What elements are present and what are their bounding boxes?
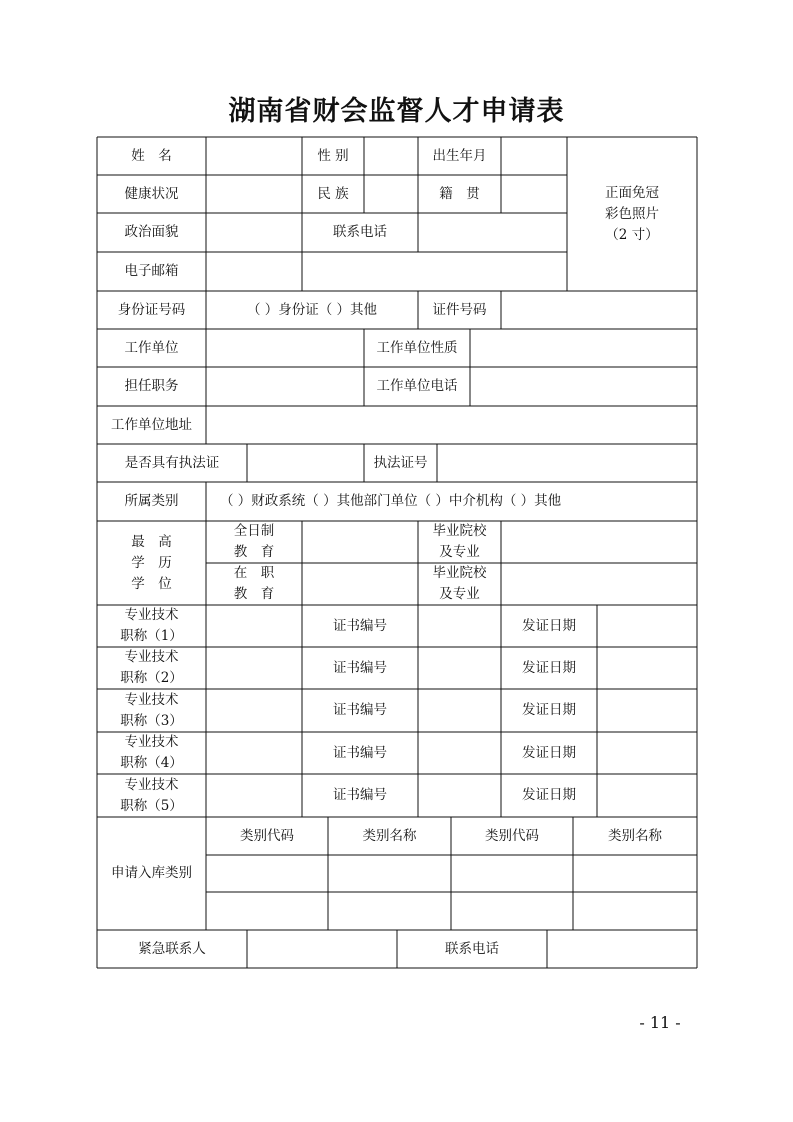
license-no-field[interactable] — [437, 444, 697, 482]
title-3-field[interactable] — [206, 689, 302, 732]
category-code-header: 类别代码 — [485, 827, 539, 844]
issue-date-field[interactable] — [597, 774, 697, 817]
category-name-header: 类别名称 — [362, 827, 417, 844]
category-name-field[interactable] — [328, 892, 451, 930]
employer-nature-field[interactable] — [470, 329, 697, 367]
title-5-label: 专业技术 职称（5） — [120, 776, 183, 814]
birth-field[interactable] — [501, 137, 567, 175]
cert-no-label: 证书编号 — [333, 617, 387, 634]
parttime-school-field[interactable] — [501, 563, 697, 605]
title-3-label: 专业技术 职称（3） — [120, 691, 183, 729]
issue-date-label: 发证日期 — [522, 659, 576, 676]
apply-category-label: 申请入库类别 — [111, 865, 192, 881]
phone-label: 联系电话 — [333, 224, 387, 240]
employer-field[interactable] — [206, 329, 364, 367]
politics-field[interactable] — [206, 213, 302, 252]
cert-no-field[interactable] — [418, 647, 501, 689]
page-number: - 11 - — [639, 1013, 681, 1032]
issue-date-field[interactable] — [597, 732, 697, 774]
fulltime-school-field[interactable] — [501, 521, 697, 563]
cert-no-field[interactable] — [418, 774, 501, 817]
title-2-label: 专业技术 职称（2） — [120, 649, 183, 686]
email-field[interactable] — [206, 252, 302, 291]
email-label: 电子邮箱 — [124, 263, 179, 279]
education-label: 最 高 学 历 学 位 — [131, 533, 172, 592]
title-1-field[interactable] — [206, 605, 302, 647]
title-1-label: 专业技术 职称（1） — [120, 607, 183, 644]
category-name-field[interactable] — [573, 892, 697, 930]
cert-no-field[interactable] — [418, 605, 501, 647]
category-code-field[interactable] — [451, 892, 573, 930]
employer-phone-label: 工作单位电话 — [376, 378, 458, 394]
category-options[interactable]: （ ）财政系统（ ）其他部门单位（ ）中介机构（ ）其他 — [220, 493, 562, 509]
gender-field[interactable] — [364, 137, 418, 175]
employer-phone-field[interactable] — [470, 367, 697, 406]
fulltime-label: 全日制 教 育 — [233, 523, 275, 560]
email-field-extended[interactable] — [302, 252, 567, 291]
ethnicity-field[interactable] — [364, 175, 418, 213]
employer-address-label: 工作单位地址 — [111, 416, 192, 433]
parttime-school-label: 毕业院校 及专业 — [432, 565, 487, 602]
emergency-contact-label: 紧急联系人 — [138, 940, 206, 957]
emergency-contact-field[interactable] — [247, 930, 397, 968]
has-license-field[interactable] — [247, 444, 364, 482]
category-code-field[interactable] — [206, 855, 328, 892]
title-2-field[interactable] — [206, 647, 302, 689]
issue-date-field[interactable] — [597, 689, 697, 732]
fulltime-degree-field[interactable] — [302, 521, 418, 563]
health-label: 健康状况 — [124, 185, 179, 202]
politics-label: 政治面貌 — [124, 224, 179, 240]
cert-no-field[interactable] — [418, 732, 501, 774]
issue-date-field[interactable] — [597, 647, 697, 689]
cert-no-label: 证书编号 — [333, 702, 387, 718]
form-title: 湖南省财会监督人才申请表 — [228, 96, 565, 127]
id-type-options[interactable]: （ ）身份证（ ）其他 — [246, 301, 378, 318]
cert-no-label: 证书编号 — [333, 659, 387, 676]
id-number-label: 证件号码 — [432, 301, 487, 318]
health-field[interactable] — [206, 175, 302, 213]
category-label: 所属类别 — [124, 493, 179, 509]
issue-date-label: 发证日期 — [522, 702, 576, 718]
employer-label: 工作单位 — [124, 339, 179, 356]
id-number-field[interactable] — [501, 291, 697, 329]
native-place-field[interactable] — [501, 175, 567, 213]
issue-date-field[interactable] — [597, 605, 697, 647]
issue-date-label: 发证日期 — [522, 787, 576, 803]
category-name-field[interactable] — [328, 855, 451, 892]
issue-date-label: 发证日期 — [522, 744, 576, 761]
title-4-label: 专业技术 职称（4） — [120, 734, 183, 771]
photo-box[interactable]: 正面免冠 彩色照片 （2 寸） — [605, 184, 659, 243]
cert-no-label: 证书编号 — [333, 744, 387, 761]
contact-phone-field[interactable] — [547, 930, 697, 968]
employer-nature-label: 工作单位性质 — [376, 339, 458, 356]
license-no-label: 执法证号 — [373, 454, 428, 471]
title-4-field[interactable] — [206, 732, 302, 774]
phone-field[interactable] — [418, 213, 567, 252]
category-code-field[interactable] — [451, 855, 573, 892]
parttime-label: 在 职 教 育 — [233, 565, 275, 602]
contact-phone-label: 联系电话 — [445, 940, 499, 957]
category-name-field[interactable] — [573, 855, 697, 892]
fulltime-school-label: 毕业院校 及专业 — [432, 523, 487, 560]
birth-label: 出生年月 — [432, 147, 487, 164]
category-code-header: 类别代码 — [240, 827, 294, 844]
category-name-header: 类别名称 — [608, 827, 662, 844]
position-label: 担任职务 — [124, 378, 179, 394]
title-5-field[interactable] — [206, 774, 302, 817]
name-label: 姓 名 — [131, 147, 172, 164]
gender-label: 性 别 — [317, 147, 349, 164]
ethnicity-label: 民 族 — [317, 185, 349, 202]
parttime-degree-field[interactable] — [302, 563, 418, 605]
native-place-label: 籍 贯 — [439, 185, 480, 202]
position-field[interactable] — [206, 367, 364, 406]
category-code-field[interactable] — [206, 892, 328, 930]
employer-address-field[interactable] — [206, 406, 697, 444]
name-field[interactable] — [206, 137, 302, 175]
has-license-label: 是否具有执法证 — [124, 454, 220, 471]
cert-no-label: 证书编号 — [333, 787, 387, 803]
issue-date-label: 发证日期 — [522, 617, 576, 634]
id-type-label: 身份证号码 — [117, 301, 186, 318]
cert-no-field[interactable] — [418, 689, 501, 732]
